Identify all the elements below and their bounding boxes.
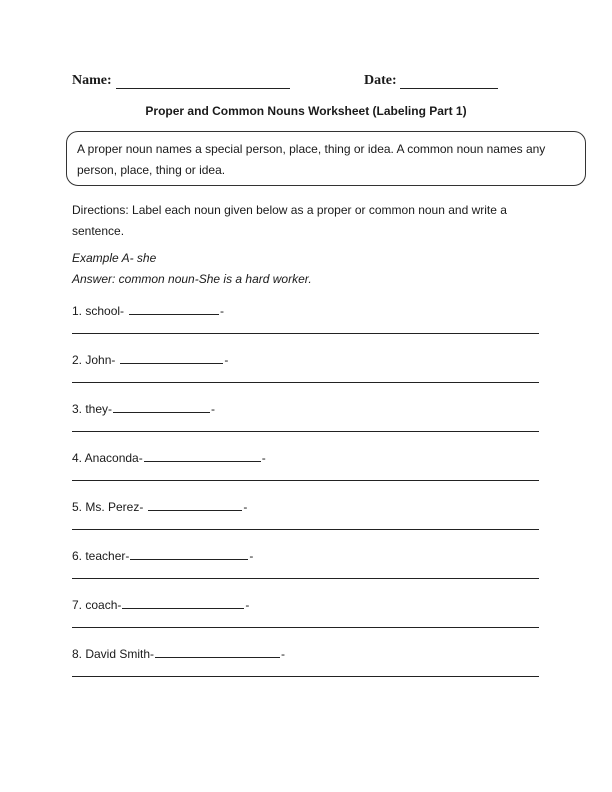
label-blank[interactable] <box>129 302 219 315</box>
date-field[interactable] <box>400 88 498 89</box>
label-blank[interactable] <box>130 547 248 560</box>
answer-line[interactable] <box>72 627 539 628</box>
separator: - <box>224 353 229 367</box>
directions-text: Directions: Label each noun given below as a proper or common noun and write a sentence. <box>72 203 507 238</box>
question-label: 2. John- <box>72 353 116 367</box>
answer-line[interactable] <box>72 578 539 579</box>
separator: - <box>220 304 225 318</box>
question-label: 5. Ms. Perez- <box>72 500 144 514</box>
answer-line[interactable] <box>72 676 539 677</box>
definition-box <box>66 131 586 186</box>
question-row <box>72 596 249 612</box>
worksheet-title: Proper and Common Nouns Worksheet (Labeling Part 1) <box>145 104 467 118</box>
question-row <box>72 302 224 318</box>
question-row <box>72 547 253 563</box>
example-prompt: Example A- she <box>72 251 157 265</box>
question-label: 1. school- <box>72 304 125 318</box>
question-label: 7. coach- <box>72 598 122 612</box>
name-field[interactable] <box>116 88 290 89</box>
answer-line[interactable] <box>72 529 539 530</box>
definition-text: A proper noun names a special person, place, thing or idea. A common noun names any person, place, thing or idea. <box>77 142 546 177</box>
label-blank[interactable] <box>144 449 261 462</box>
name-label: Name: <box>72 73 112 88</box>
label-blank[interactable] <box>113 400 210 413</box>
question-row <box>72 400 215 416</box>
answer-line[interactable] <box>72 382 539 383</box>
separator: - <box>261 451 266 465</box>
question-row <box>72 645 285 661</box>
separator: - <box>249 549 254 563</box>
question-label: 8. David Smith- <box>72 647 155 661</box>
label-blank[interactable] <box>122 596 244 609</box>
question-label: 3. they- <box>72 402 113 416</box>
answer-line[interactable] <box>72 333 539 334</box>
separator: - <box>211 402 216 416</box>
question-row <box>72 449 266 465</box>
question-label: 6. teacher- <box>72 549 130 563</box>
question-row <box>72 351 228 367</box>
question-row <box>72 498 247 514</box>
answer-line[interactable] <box>72 431 539 432</box>
separator: - <box>243 500 248 514</box>
label-blank[interactable] <box>148 498 242 511</box>
separator: - <box>245 598 250 612</box>
example-answer: Answer: common noun-She is a hard worker. <box>72 272 312 286</box>
date-label: Date: <box>364 73 397 88</box>
separator: - <box>281 647 286 661</box>
label-blank[interactable] <box>155 645 280 658</box>
question-label: 4. Anaconda- <box>72 451 143 465</box>
label-blank[interactable] <box>120 351 223 364</box>
answer-line[interactable] <box>72 480 539 481</box>
